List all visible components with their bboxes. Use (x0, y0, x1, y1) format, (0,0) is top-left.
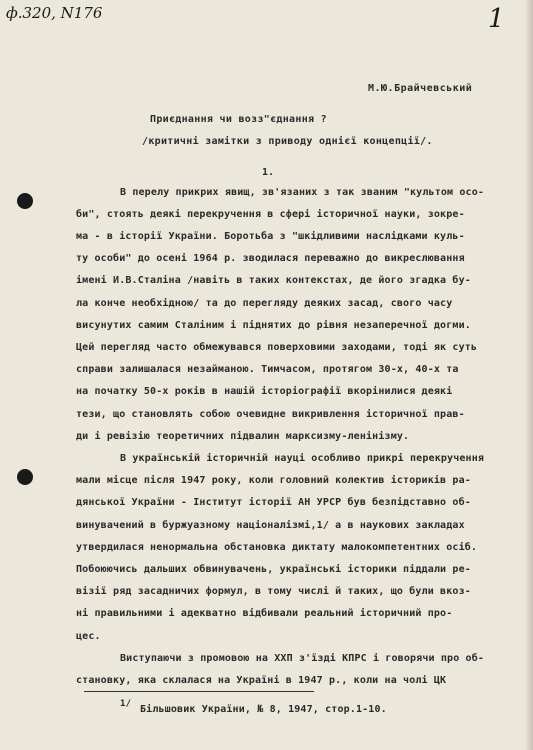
page-edge-shadow (525, 0, 533, 750)
body-line: утвердилася ненормальна обстановка диктату малокомпетентних осіб. (76, 542, 478, 553)
body-line: ла конче необхідною/ та до перегляду деяких засад, свого часу (76, 298, 453, 309)
page-number: 1 (488, 4, 505, 34)
body-line: винувачений в буржуазному націоналізмі,1/ а в наукових закладах (76, 520, 465, 531)
punch-hole-icon (17, 469, 33, 485)
author-name: М.Ю.Брайчевський (368, 83, 473, 94)
body-line: Побоюючись дальших обвинувачень, українські історики піддали ре- (76, 564, 471, 575)
body-line: Цей перегляд часто обмежувався поверховими заходами, тоді як суть (76, 342, 478, 353)
body-line: ні правильними і адекватно відбивали реальний історичний про- (76, 608, 453, 619)
body-line: ма - в історії України. Боротьба з "шкідливими наслідками куль- (76, 231, 465, 242)
body-line: В перелу прикрих явищ, зв'язаних з так званим "культом осо- (120, 187, 485, 198)
body-line: справи залишалася незайманою. Тимчасом, протягом 30-х, 40-х та (76, 364, 459, 375)
section-number: 1. (262, 167, 275, 178)
body-line: Виступаючи з промовою на ХХП з'їзді КПРС і говорячи про об- (120, 653, 485, 664)
body-line: імені Й.В.Сталіна /навіть в таких контекстах, де його згадка бу- (76, 275, 471, 286)
punch-hole-icon (17, 193, 33, 209)
body-line: би", стоять деякі перекручення в сфері історичної науки, зокре- (76, 209, 465, 220)
body-line: тези, що становлять собою очевидне викривлення історичної прав- (76, 409, 465, 420)
body-line: В українській історичній науці особливо прикрі перекручення (120, 453, 485, 464)
body-line: цес. (76, 631, 101, 642)
body-line: ту особи" до осені 1964 р. зводилася переважно до викреслювання (76, 253, 465, 264)
footnote-marker: 1/ (120, 699, 132, 709)
body-line: на початку 50-х років в нашій історіографії вкорінилися деякі (76, 386, 453, 397)
footnote-separator (84, 691, 314, 692)
document-title: Приєднання чи возз"єднання ? (150, 114, 327, 125)
body-line: становку, яка склалася на Україні в 1947 р., коли на чолі ЦК (76, 675, 447, 686)
body-line: візії ряд засадничих формул, в тому числі й таких, що були вкоз- (76, 586, 471, 597)
archive-reference: ф.320, N176 (6, 4, 103, 22)
body-line: висунутих самим Сталіним і піднятих до рівня незаперечної догми. (76, 320, 471, 331)
body-line: мали місце після 1947 року, коли головний колектив істориків ра- (76, 475, 471, 486)
body-line: ди і ревізію теоретичних підвалин марксизму-ленінізму. (76, 431, 410, 442)
body-line: дянської України - Інститут історії АН УРСР був безпідставно об- (76, 497, 471, 508)
footnote-text: Більшовик України, № 8, 1947, стор.1-10. (140, 704, 387, 715)
document-subtitle: /критичні замітки з приводу однієї концепції/. (142, 136, 433, 147)
